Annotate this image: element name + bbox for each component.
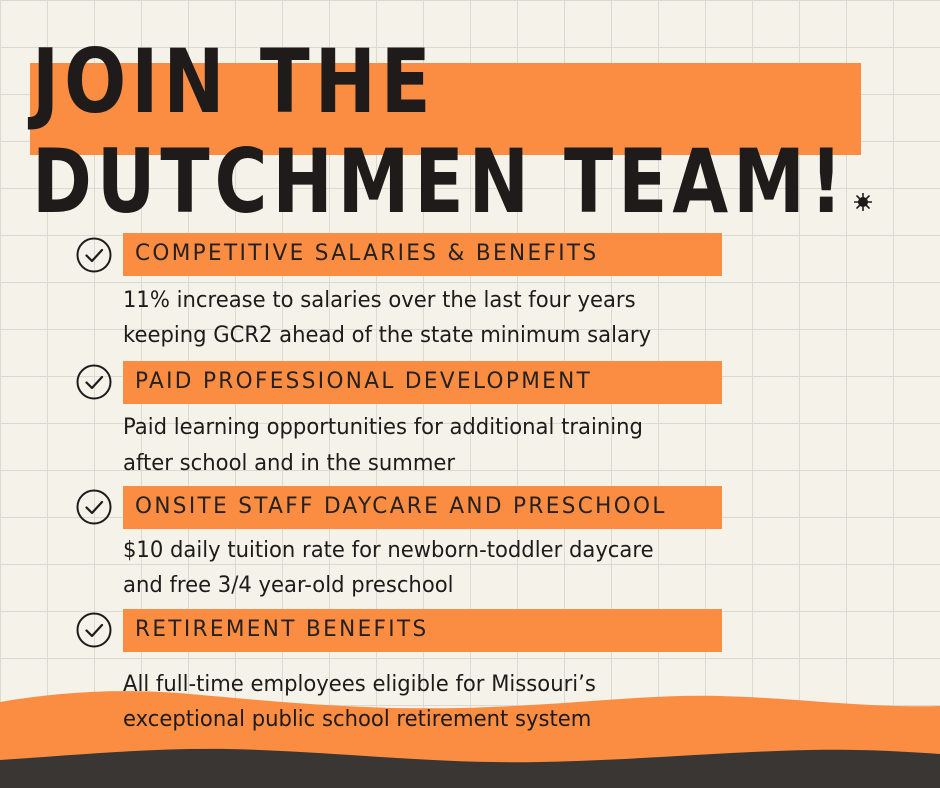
benefit-description-line-2: exceptional public school retirement system [123,707,592,732]
benefit-heading: ONSITE STAFF DAYCARE AND PRESCHOOL [135,494,667,519]
benefit-description-line-1: All full-time employees eligible for Missouri’s [123,672,596,697]
benefit-description-line-2: keeping GCR2 ahead of the state minimum salary [123,323,652,348]
benefit-heading: PAID PROFESSIONAL DEVELOPMENT [135,369,593,394]
check-circle-icon [76,489,112,525]
benefit-heading-band [123,233,722,276]
benefit-heading: RETIREMENT BENEFITS [135,617,429,642]
benefit-description-line-1: $10 daily tuition rate for newborn-toddler daycare [123,538,654,563]
benefit-description-line-1: Paid learning opportunities for additional training [123,415,643,440]
benefit-heading-band [123,361,722,404]
check-circle-icon [76,612,112,648]
benefit-description-line-1: 11% increase to salaries over the last four years [123,288,636,313]
check-circle-icon [76,364,112,400]
benefit-heading: COMPETITIVE SALARIES & BENEFITS [135,241,599,266]
sparkle-icon [854,193,872,211]
benefit-description-line-2: after school and in the summer [123,451,456,476]
benefit-heading-band [123,486,722,529]
benefit-description-line-2: and free 3/4 year-old preschool [123,573,454,598]
check-circle-icon [76,237,112,273]
page-title-line-1: JOIN THE [32,30,436,133]
benefit-heading-band [123,609,722,652]
page-title-line-2: DUTCHMEN TEAM! [32,130,848,233]
